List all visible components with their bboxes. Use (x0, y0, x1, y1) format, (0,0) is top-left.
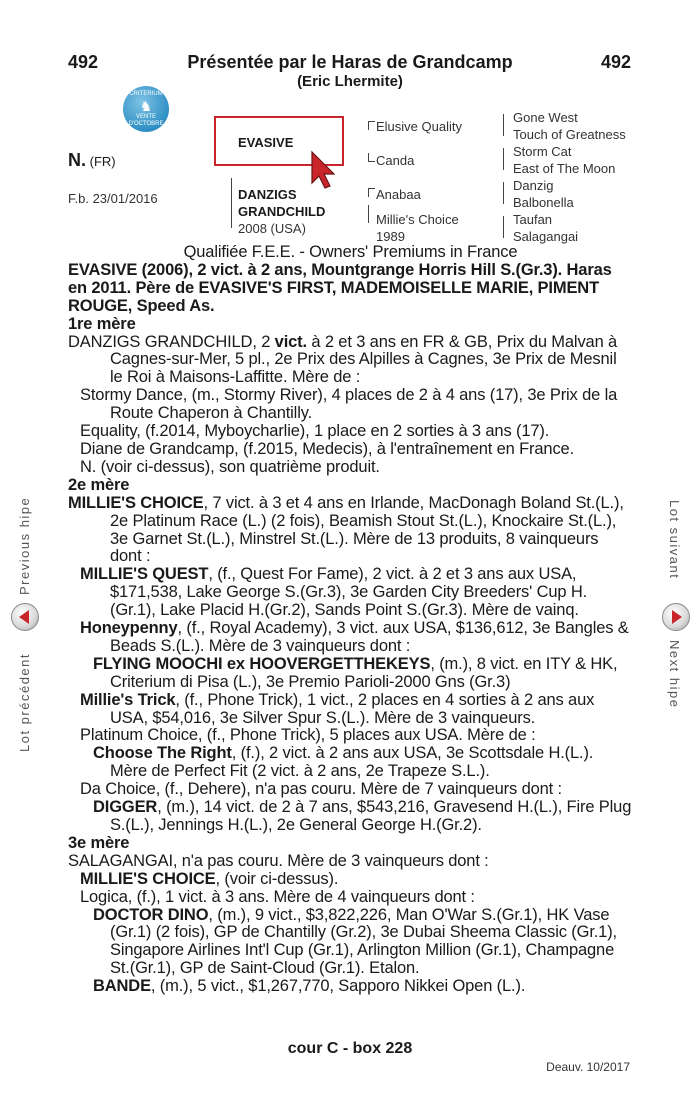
granddam-1: Canda (376, 153, 415, 168)
previous-lot-button[interactable] (11, 603, 39, 631)
second-dam-produce-5: Da Choice, (f., Dehere), n'a pas couru. Mère de 7 vainqueurs dont : (80, 780, 562, 799)
logo-text-bottom: VENTE D'OCTOBRE (128, 113, 164, 127)
produce-4: N. (voir ci-dessus), son quatrième produit. (80, 457, 380, 476)
third-dam-heading: 3e mère (68, 833, 130, 852)
granddam-2: Millie's Choice (376, 212, 459, 227)
birth-info: F.b. 23/01/2016 (68, 191, 158, 206)
criterium-logo (123, 86, 169, 132)
dam-info: 2008 (USA) (238, 221, 306, 236)
cursor-arrow-icon (308, 150, 340, 190)
third-dam-entry: SALAGANGAI, n'a pas couru. Mère de 3 vainqueurs dont : (68, 851, 489, 870)
bracket-top (368, 188, 375, 197)
first-dam-heading: 1re mère (68, 314, 136, 333)
bracket-top (368, 121, 375, 130)
bracket-bottom (368, 205, 369, 223)
produce-2: Equality, (f.2014, Myboycharlie), 1 place en 2 sorties à 3 ans (17). (80, 422, 550, 441)
logo-text-top: CRITERIUM (129, 90, 163, 97)
sire-description: EVASIVE (2006), 2 vict. à 2 ans, Mountgrange Horris Hill S.(Gr.3). Haras en 2011. Père de EVASIVE'S FIRST, MADEMOISELLE MARIE, PIMENT ROUGE, Speed As. (68, 260, 612, 315)
great-grandparent-6: Balbonella (513, 195, 574, 210)
catalogue-entry (68, 244, 633, 996)
previous-lot-label-en[interactable]: Previous hipe (17, 496, 32, 595)
dam-bracket (231, 178, 232, 228)
consignor-name: (Eric Lhermite) (297, 73, 403, 90)
lot-number-left: 492 (68, 52, 99, 72)
bracket (503, 216, 504, 238)
produce-1: Stormy Dance, (m., Stormy River), 4 places de 2 à 4 ans (17), 3e Prix de la Route Chaperon à Chantilly. (80, 386, 618, 423)
third-dam-produce-1: MILLIE'S CHOICE, (voir ci-dessus). (80, 869, 339, 888)
second-dam-produce-4: Platinum Choice, (f., Phone Trick), 5 places aux USA. Mère de : (80, 726, 536, 745)
great-grandparent-4: East of The Moon (513, 161, 616, 176)
qualification-line: Qualifiée F.E.E. - Owners' Premiums in France (183, 243, 518, 261)
second-dam-grandproduce-3: DIGGER, (m.), 14 vict. de 2 à 7 ans, $543,216, Gravesend H.(L.), Fire Plug S.(L.), Jennings H.(L.), 2e General George H.(Gr.2). (93, 798, 632, 834)
third-dam-grandproduce-2: BANDE, (m.), 5 vict., $1,267,770, Sapporo Nikkei Open (L.). (93, 977, 526, 996)
arrow-right-icon (672, 610, 682, 624)
horse-name: N. (FR) (68, 150, 116, 170)
second-dam-produce-2: Honeypenny, (f., Royal Academy), 3 vict. aux USA, $136,612, 3e Bangles & Beads S.(L.). Mère de 3 vainqueurs dont : (80, 619, 629, 655)
next-lot-label-en[interactable]: Next hipe (667, 640, 682, 709)
great-grandparent-3: Storm Cat (513, 144, 572, 159)
page-title: Présentée par le Haras de Grandcamp (187, 52, 513, 72)
sale-reference: Deauv. 10/2017 (546, 1060, 630, 1074)
second-dam-entry: MILLIE'S CHOICE, 7 vict. à 3 et 4 ans en Irlande, MacDonagh Boland St.(L.), 2e Platinum Race (L.) (2 fois), Beamish Stout St.(L.), Knockaire St.(L.), 3e Garnet St.(L.), Minstrel St.(L.). Mère de 13 produits, 8 vainqueurs dont : (68, 493, 624, 566)
previous-lot-label-fr[interactable]: Lot précédent (17, 652, 32, 752)
first-dam-entry: DANZIGS GRANDCHILD, 2 vict. à 2 et 3 ans en FR & GB, Prix du Malvan à Cagnes-sur-Mer, 5 pl., 2e Prix des Alpilles à Cagnes, 3e Prix de Mesnil le Roi à Maisons-Laffitte. Mère de : (68, 332, 618, 387)
next-lot-label-fr[interactable]: Lot suivant (667, 500, 682, 580)
bracket (503, 182, 504, 204)
grandsire-2: Anabaa (376, 187, 421, 202)
third-dam-produce-2: Logica, (f.), 1 vict. à 3 ans. Mère de 4 vainqueurs dont : (80, 887, 475, 906)
arrow-left-icon (19, 610, 29, 624)
second-dam-heading: 2e mère (68, 475, 130, 494)
great-grandparent-2: Touch of Greatness (513, 127, 626, 142)
great-grandparent-5: Danzig (513, 178, 554, 193)
bracket (503, 148, 504, 170)
pedigree-dam[interactable]: DANZIGS GRANDCHILD (238, 187, 326, 219)
bracket (503, 114, 504, 136)
box-location: cour C - box 228 (287, 1040, 413, 1057)
lot-number-right: 492 (600, 52, 631, 72)
horse-head-icon: ♞ (139, 97, 153, 114)
great-grandparent-7: Taufan (513, 212, 553, 227)
second-dam-grandproduce-1: FLYING MOOCHI ex HOOVERGETTHEKEYS, (m.), 8 vict. en ITY & HK, Criterium di Pisa (L.), 3e Premio Parioli-2000 Gns (Gr.3) (93, 654, 618, 691)
great-grandparent-8: Salagangai (513, 229, 579, 244)
next-lot-button[interactable] (662, 603, 690, 631)
produce-3: Diane de Grandcamp, (f.2015, Medecis), à l'entraînement en France. (80, 439, 575, 458)
bracket-bottom (368, 153, 375, 162)
grandsire-1: Elusive Quality (376, 119, 462, 134)
second-dam-produce-1: MILLIE'S QUEST, (f., Quest For Fame), 2 vict. à 2 et 3 ans aux USA, $171,538, Lake George S.(Gr.3), 3e Garden City Breeders' Cup H. (Gr.1), Lake Placid H.(Gr.2), Sands Point S.(Gr.3). Mère de vainq. (80, 565, 588, 620)
great-grandparent-1: Gone West (513, 110, 578, 125)
granddam-2-year: 1989 (376, 229, 405, 244)
second-dam-produce-3: Millie's Trick, (f., Phone Trick), 1 vict., 2 places en 4 sorties à 2 ans aux USA, $54,016, 3e Silver Spur S.(L.). Mère de 3 vainqueurs. (80, 690, 595, 727)
third-dam-grandproduce-1: DOCTOR DINO, (m.), 9 vict., $3,822,226, Man O'War S.(Gr.1), HK Vase (Gr.1) (2 fois), GP de Chantilly (Gr.2), 3e Dubai Sheema Classic (Gr.1), Singapore Airlines Int'l Cup (Gr.1), Arlington Million (Gr.1), Champagne St.(Gr.1), GP de Saint-Cloud (Gr.1). Etalon. (93, 905, 617, 978)
pedigree-sire[interactable]: EVASIVE (238, 135, 294, 150)
second-dam-grandproduce-2: Choose The Right, (f.), 2 vict. à 2 ans aux USA, 3e Scottsdale H.(L.). Mère de Perfect Fit (2 vict. à 2 ans, 2e Trapeze S.L.). (93, 744, 594, 781)
